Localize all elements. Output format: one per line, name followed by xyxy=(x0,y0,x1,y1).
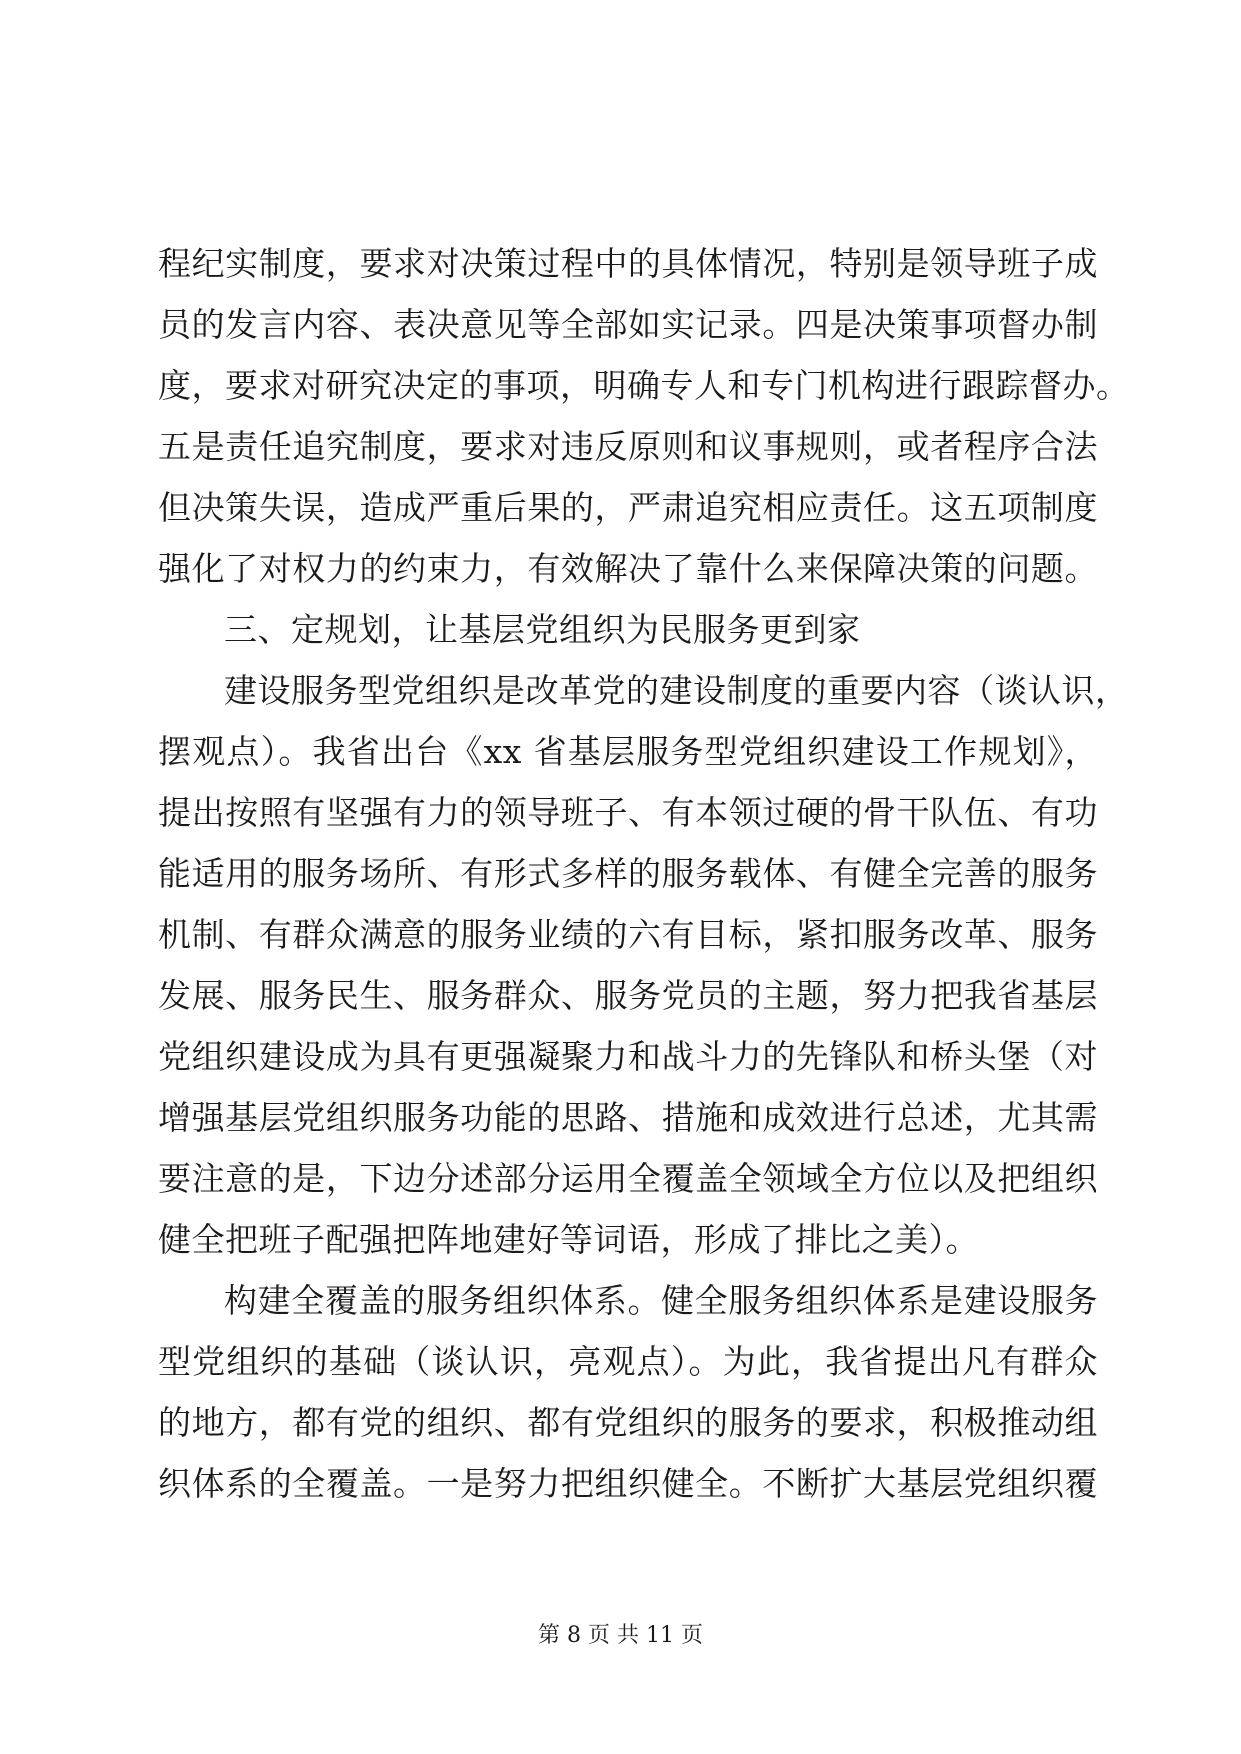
text-line: 机制、有群众满意的服务业绩的六有目标，紧扣服务改革、服务 xyxy=(158,915,1098,954)
text-line: 程纪实制度，要求对决策过程中的具体情况，特别是领导班子成 xyxy=(158,244,1098,283)
text-line: 发展、服务民生、服务群众、服务党员的主题，努力把我省基层 xyxy=(158,976,1098,1015)
body-text xyxy=(158,233,1130,1514)
paragraph-first-line: 构建全覆盖的服务组织体系。健全服务组织体系是建设服务 xyxy=(224,1281,1098,1320)
text-line: 度，要求对研究决定的事项，明确专人和专门机构进行跟踪督办。 xyxy=(158,366,1130,405)
paragraph-first-line: 建设服务型党组织是改革党的建设制度的重要内容（谈认识， xyxy=(224,671,1129,710)
text-line: 摆观点）。我省出台《xx 省基层服务型党组织建设工作规划》， xyxy=(158,732,1098,771)
text-line: 五是责任追究制度，要求对违反原则和议事规则，或者程序合法 xyxy=(158,427,1098,466)
text-line: 员的发言内容、表决意见等全部如实记录。四是决策事项督办制 xyxy=(158,305,1098,344)
text-line: 党组织建设成为具有更强凝聚力和战斗力的先锋队和桥头堡（对 xyxy=(158,1037,1098,1076)
paragraph-last-line: 健全把班子配强把阵地建好等词语，形成了排比之美）。 xyxy=(158,1220,979,1259)
section-heading: 三、定规划，让基层党组织为民服务更到家 xyxy=(224,610,861,649)
page-number-footer: 第 8 页 共 11 页 xyxy=(538,1623,703,1648)
text-line: 能适用的服务场所、有形式多样的服务载体、有健全完善的服务 xyxy=(158,854,1098,893)
text-line: 提出按照有坚强有力的领导班子、有本领过硬的骨干队伍、有功 xyxy=(158,793,1098,832)
text-line: 的地方，都有党的组织、都有党组织的服务的要求，积极推动组 xyxy=(158,1403,1098,1442)
text-line: 增强基层党组织服务功能的思路、措施和成效进行总述，尤其需 xyxy=(158,1098,1098,1137)
text-line: 型党组织的基础（谈认识，亮观点）。为此，我省提出凡有群众 xyxy=(158,1342,1098,1381)
text-line: 织体系的全覆盖。一是努力把组织健全。不断扩大基层党组织覆 xyxy=(158,1464,1098,1503)
text-line: 但决策失误，造成严重后果的，严肃追究相应责任。这五项制度 xyxy=(158,488,1098,527)
text-line: 强化了对权力的约束力，有效解决了靠什么来保障决策的问题。 xyxy=(158,549,1098,588)
text-line: 要注意的是，下边分述部分运用全覆盖全领域全方位以及把组织 xyxy=(158,1159,1098,1198)
